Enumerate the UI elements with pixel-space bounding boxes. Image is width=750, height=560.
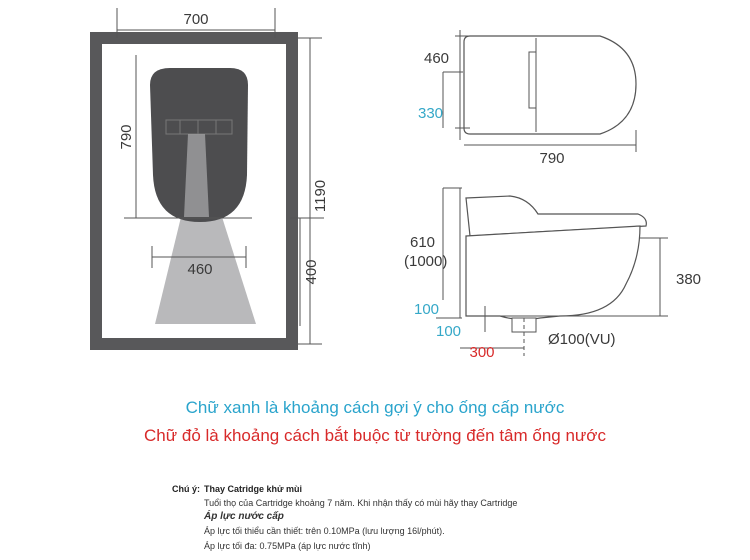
notes-line5: Áp lực tối đa: 0.75MPa (áp lực nước tĩnh) (204, 541, 371, 551)
pipe-diameter: Ø100(VU) (548, 331, 616, 348)
caption-red: Chữ đỏ là khoảng cách bắt buộc từ tường đến tâm ống nước (144, 426, 606, 445)
dim-790-left: 790 (118, 124, 135, 150)
notes-line3: Áp lực nước cấp (204, 511, 284, 522)
notes-line1: Thay Catridge khử mùi (204, 484, 303, 494)
notes-line4: Áp lực tối thiểu cần thiết: trên 0.10MPa (lưu lượng 16l/phút). (204, 526, 445, 536)
toilet-plan-outline (464, 36, 636, 134)
dim-790-top: 790 (539, 150, 565, 167)
top-view (418, 30, 636, 167)
side-view (404, 188, 701, 361)
dim-400: 400 (303, 259, 320, 285)
dim-610: 610 (410, 234, 436, 251)
dim-330-top: 330 (418, 105, 444, 122)
dim-300: 300 (469, 344, 495, 361)
notes-line2: Tuổi thọ của Cartridge khoảng 7 năm. Khi nhận thấy có mùi hãy thay Cartridge (204, 498, 518, 508)
caption-blue: Chữ xanh là khoảng cách gợi ý cho ống cấp nước (185, 398, 565, 417)
dim-100-vertical: 100 (414, 301, 440, 318)
room-plan (96, 8, 329, 344)
dim-100-horizontal: 100 (436, 323, 462, 340)
dim-380: 380 (676, 271, 702, 288)
dim-1000: (1000) (404, 253, 448, 270)
dim-460-left: 460 (187, 261, 213, 278)
dim-1190: 1190 (312, 179, 329, 213)
dim-700: 700 (183, 11, 209, 28)
dim-460-top: 460 (424, 50, 450, 67)
notes-label: Chú ý: (172, 484, 200, 494)
toilet-side-outline (466, 226, 640, 320)
